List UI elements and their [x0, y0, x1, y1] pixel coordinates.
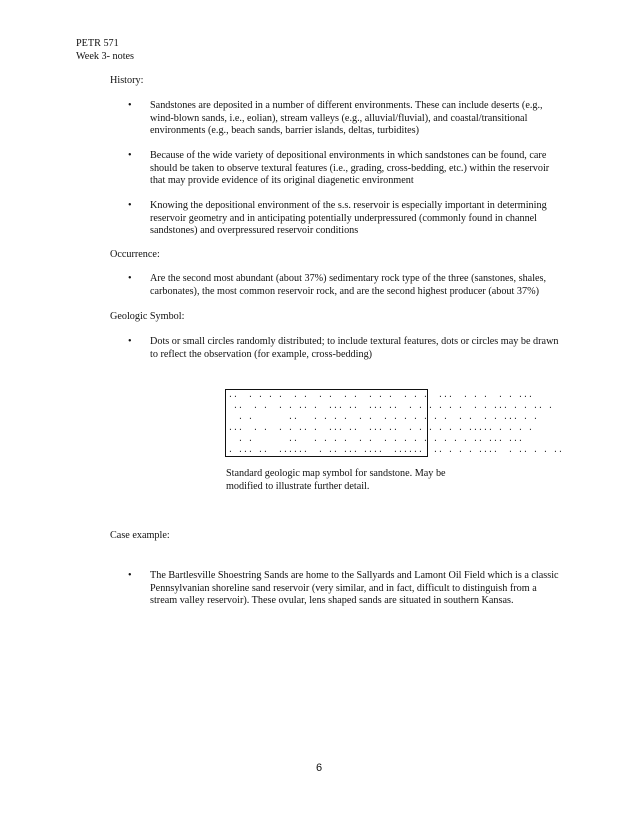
week-label: Week 3- notes: [76, 50, 135, 62]
list-item: [110, 570, 565, 608]
list-item: [110, 200, 565, 238]
pattern-row: . . .. . . . . . . . . . . . . . . . .. ... ...: [228, 435, 524, 444]
pattern-row: . ... .. ...... . .. ... .... ...... .. . . . .... . .. . . ..: [228, 446, 564, 455]
bullet-icon: •: [128, 273, 132, 284]
document-header: [76, 38, 134, 63]
bullet-text: Knowing the depositional environment of the s.s. reservoir is especially important in determining reservoir geometry and in anticipating potentially underpressured (commonly found in channel sandstones) and overpressured reservoir conditions: [150, 200, 547, 237]
bullet-icon: •: [128, 200, 132, 211]
pattern-row: .. . . . . . . . . . . . . . . . . ... . . . . . ...: [228, 391, 534, 400]
list-item: [110, 273, 565, 298]
pattern-row: ... . . . . .. . ... .. ... .. . . . . . . ..... . . . .: [228, 424, 534, 433]
bullet-icon: •: [128, 150, 132, 161]
list-item: [110, 150, 565, 188]
bullet-icon: •: [128, 336, 132, 347]
heading-geologic-symbol: Geologic Symbol:: [110, 311, 185, 322]
bullet-text: The Bartlesville Shoestring Sands are home to the Sallyards and Lamont Oil Field which is a classic Pennsylvanian shoreline sand reservoir (very similar, and in fact, difficult to distinguish from a stream valley reservoir). These ovular, lens shaped sands are situated in southern Kansas.: [150, 570, 559, 607]
heading-history: History:: [110, 75, 144, 86]
sandstone-symbol-pattern: [225, 389, 564, 457]
list-item: [110, 336, 565, 361]
bullet-text: Are the second most abundant (about 37%) sedimentary rock type of the three (sanstones, shales, carbonates), the most common reservoir rock, and are the second highest producer (about 37%): [150, 273, 547, 297]
pattern-row: . . .. . . . . . . . . . . . . . . . . . ... . .: [228, 413, 539, 422]
list-item: [110, 100, 565, 138]
bullet-text: Dots or small circles randomly distributed; to include textural features, dots or circles may be drawn to reflect the observation (for example, cross-bedding): [150, 336, 559, 360]
symbol-caption: Standard geologic map symbol for sandstone. May be modified to illustrate further detail.: [226, 468, 446, 492]
bullet-text: Because of the wide variety of depositional environments in which sandstones can be found, care should be taken to observe textural features (i.e., grading, cross-bedding, etc.) within the reservoir that may provide evidence of its original diagenetic environment: [150, 150, 550, 187]
page-number: 6: [315, 762, 323, 774]
bullet-icon: •: [128, 100, 132, 111]
heading-case-example: Case example:: [110, 530, 170, 541]
course-code: PETR 571: [76, 38, 119, 49]
bullet-text: Sandstones are deposited in a number of different environments. These can include deserts (e.g., wind-blown sands, i.e., eolian), stream valleys (e.g., alluvial/fluvial), and coastal/transitional environments (e.g., beach sands, barrier islands, deltas, turbidites): [150, 100, 543, 137]
pattern-row: .. . . . . .. . ... .. ... .. . . . . . . . . ... . . .. .: [228, 402, 554, 411]
bullet-icon: •: [128, 570, 132, 581]
heading-occurrence: Occurrence:: [110, 249, 160, 260]
